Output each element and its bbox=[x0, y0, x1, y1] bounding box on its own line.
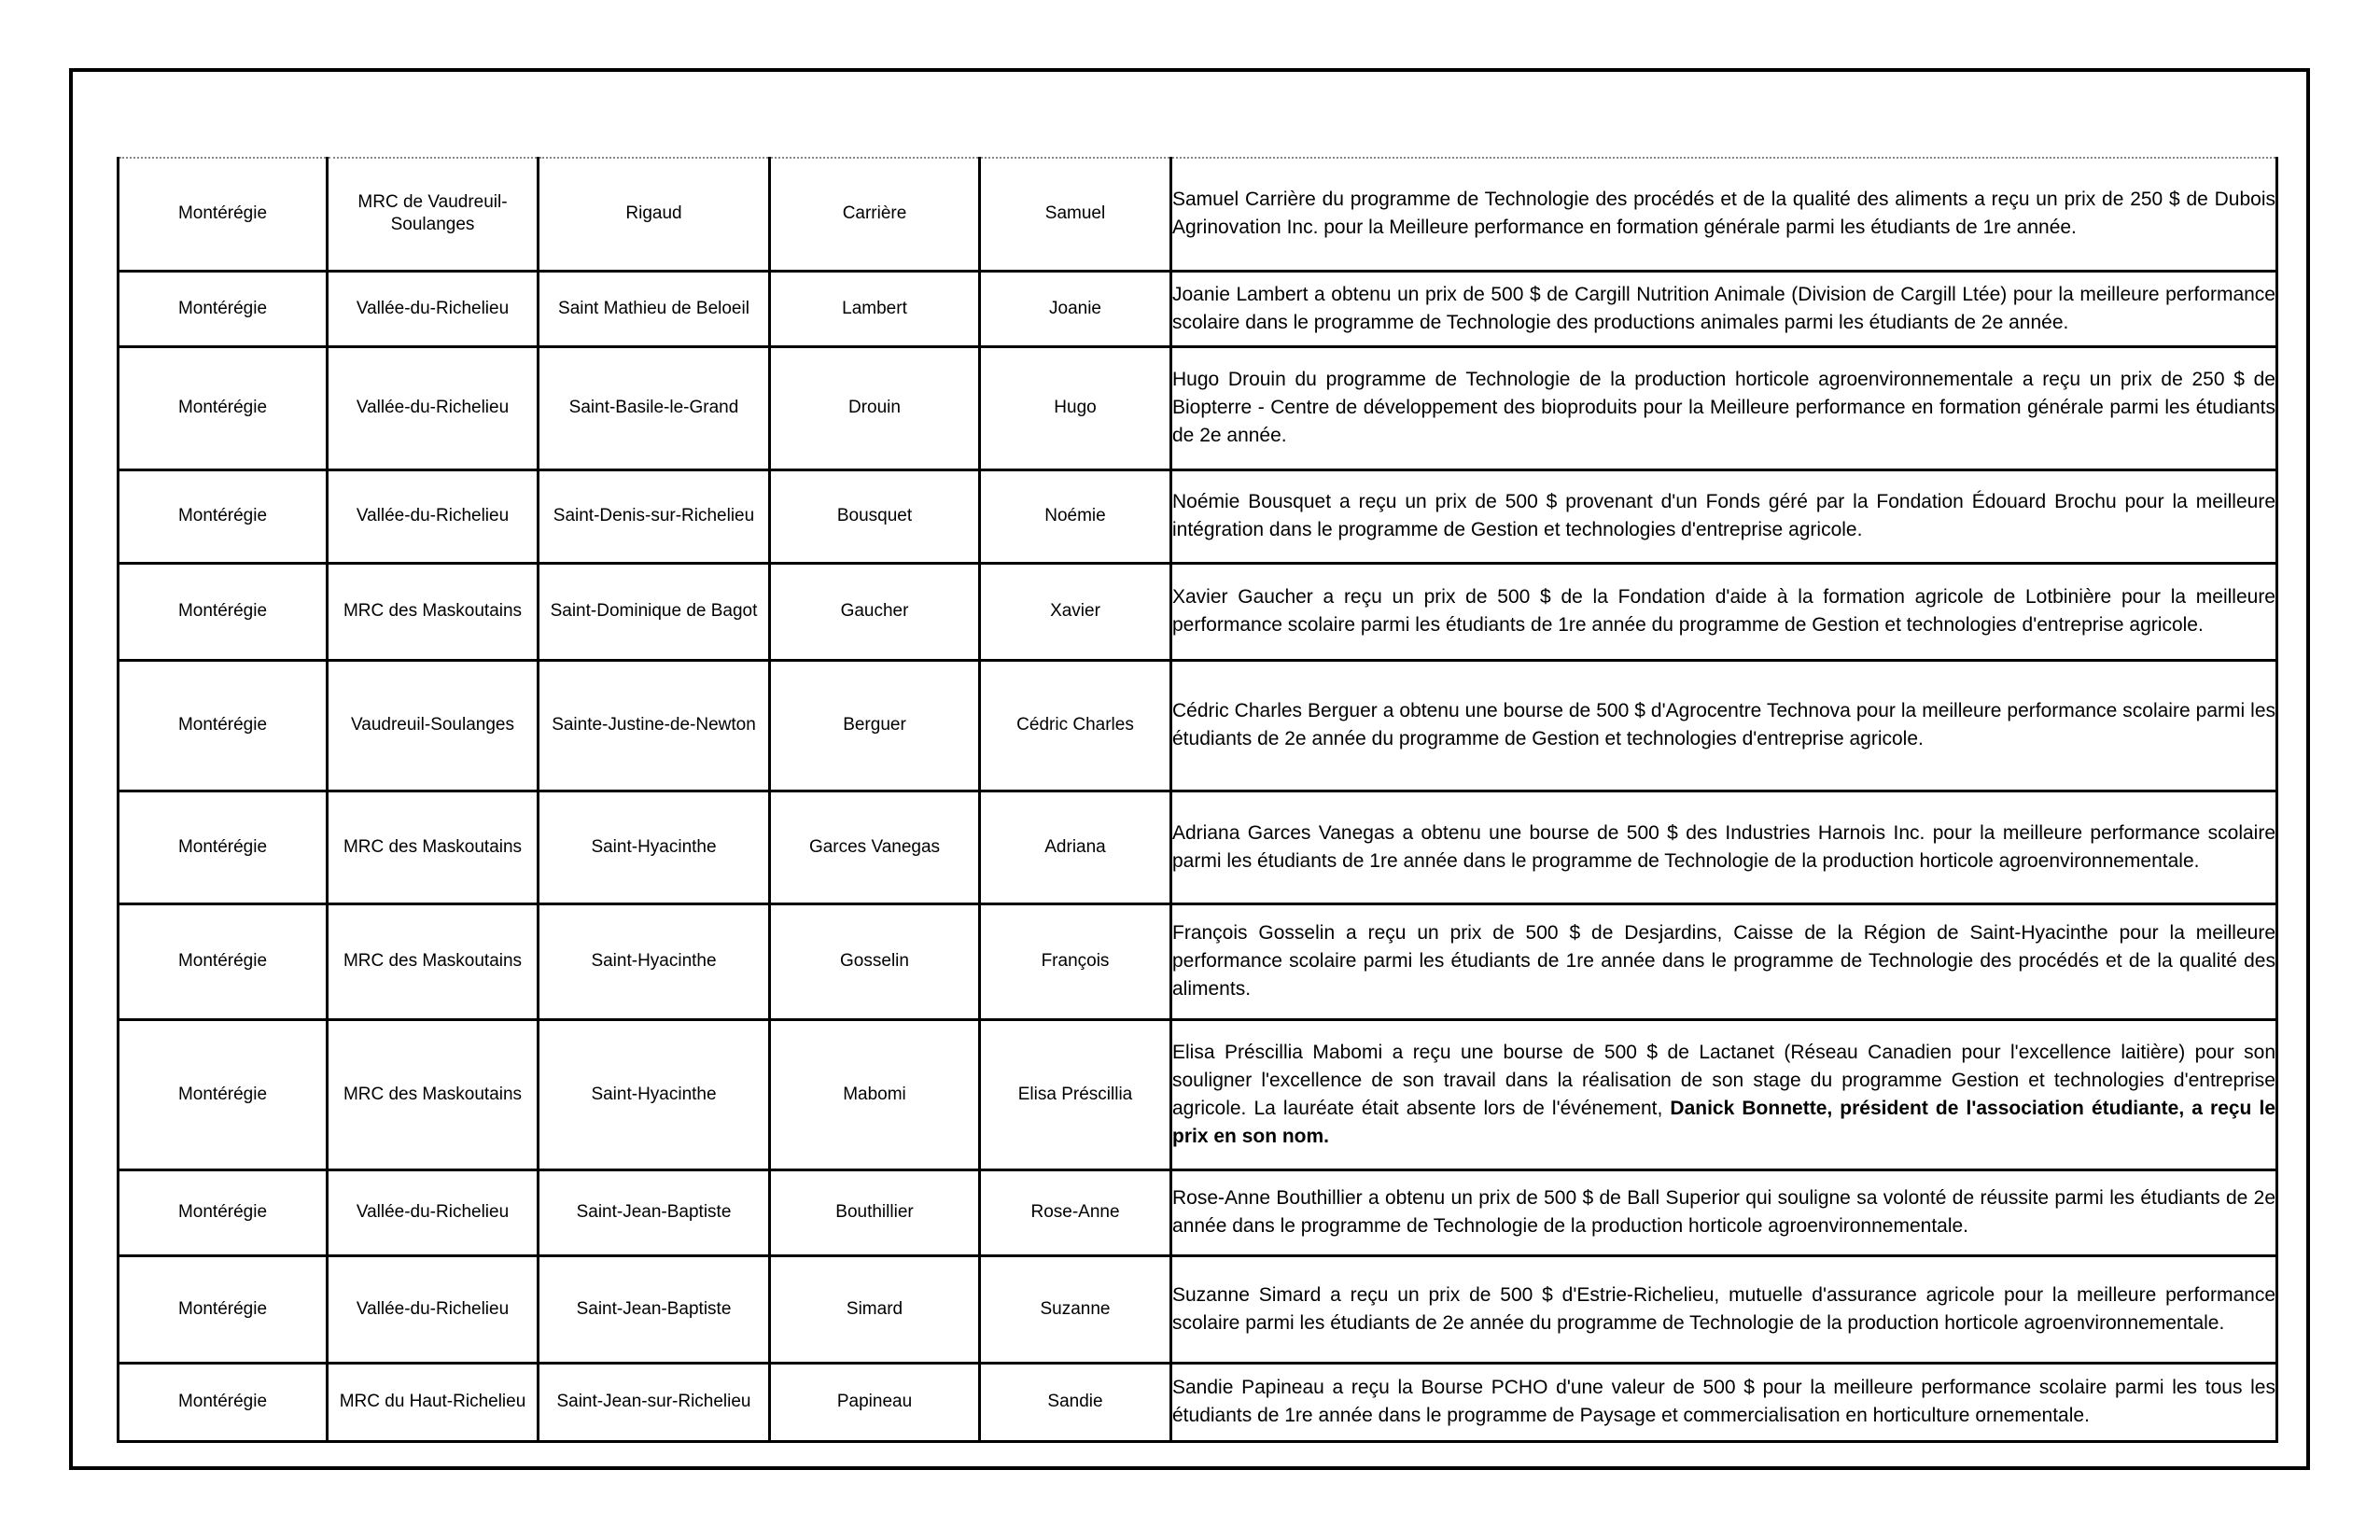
region-cell: Montérégie bbox=[119, 903, 328, 1019]
first-name-cell: Hugo bbox=[980, 346, 1171, 469]
description-cell bbox=[1171, 903, 2277, 1019]
city-cell: Rigaud bbox=[539, 158, 770, 271]
mrc-cell: MRC des Maskoutains bbox=[328, 563, 539, 660]
region-cell: Montérégie bbox=[119, 469, 328, 563]
first-name-cell: François bbox=[980, 903, 1171, 1019]
last-name-cell: Carrière bbox=[770, 158, 980, 271]
description-text: Noémie Bousquet a reçu un prix de 500 $ provenant d'un Fonds géré par la Fondation Édouard Brochu pour la meilleure intégration dans le programme de Gestion et technologies d'entreprise agricole. bbox=[1172, 491, 2275, 540]
description-text: Cédric Charles Berguer a obtenu une bourse de 500 $ d'Agrocentre Technova pour la meilleure performance scolaire parmi les étudiants de 2e année du programme de Gestion et technologies d'entreprise agricole. bbox=[1172, 700, 2275, 749]
last-name-cell: Mabomi bbox=[770, 1019, 980, 1169]
last-name-cell: Papineau bbox=[770, 1363, 980, 1441]
first-name-cell: Elisa Préscillia bbox=[980, 1019, 1171, 1169]
region-cell: Montérégie bbox=[119, 1169, 328, 1255]
table-row bbox=[119, 469, 2277, 563]
mrc-cell: MRC de Vaudreuil-Soulanges bbox=[328, 158, 539, 271]
city-cell: Saint-Hyacinthe bbox=[539, 903, 770, 1019]
city-cell: Saint-Jean-Baptiste bbox=[539, 1255, 770, 1363]
description-cell bbox=[1171, 158, 2277, 271]
description-cell bbox=[1171, 563, 2277, 660]
mrc-cell: MRC des Maskoutains bbox=[328, 1019, 539, 1169]
mrc-cell: Vallée-du-Richelieu bbox=[328, 469, 539, 563]
mrc-cell: Vallée-du-Richelieu bbox=[328, 271, 539, 346]
region-cell: Montérégie bbox=[119, 1019, 328, 1169]
description-cell bbox=[1171, 271, 2277, 346]
description-cell bbox=[1171, 346, 2277, 469]
mrc-cell: Vallée-du-Richelieu bbox=[328, 1169, 539, 1255]
description-text: Xavier Gaucher a reçu un prix de 500 $ de la Fondation d'aide à la formation agricole de Lotbinière pour la meilleure performance scolaire parmi les étudiants de 1re année du programme de Gestion et technologies d'entreprise agricole. bbox=[1172, 586, 2275, 636]
description-cell bbox=[1171, 791, 2277, 903]
last-name-cell: Drouin bbox=[770, 346, 980, 469]
first-name-cell: Adriana bbox=[980, 791, 1171, 903]
last-name-cell: Lambert bbox=[770, 271, 980, 346]
mrc-cell: Vallée-du-Richelieu bbox=[328, 346, 539, 469]
description-text: Suzanne Simard a reçu un prix de 500 $ d'Estrie-Richelieu, mutuelle d'assurance agricole pour la meilleure performance scolaire parmi les étudiants de 2e année du programme de Technologie de la production horticole agroenvironnementale. bbox=[1172, 1283, 2275, 1334]
city-cell: Saint-Denis-sur-Richelieu bbox=[539, 469, 770, 563]
table-row bbox=[119, 1363, 2277, 1441]
description-cell bbox=[1171, 1169, 2277, 1255]
first-name-cell: Noémie bbox=[980, 469, 1171, 563]
region-cell: Montérégie bbox=[119, 271, 328, 346]
description-cell bbox=[1171, 660, 2277, 791]
last-name-cell: Bouthillier bbox=[770, 1169, 980, 1255]
description-text: Samuel Carrière du programme de Technologie des procédés et de la qualité des aliments a reçu un prix de 250 $ de Dubois Agrinovation Inc. pour la Meilleure performance en formation générale parmi les étudiants de 1re année. bbox=[1172, 189, 2275, 239]
table-row bbox=[119, 563, 2277, 660]
description-text: François Gosselin a reçu un prix de 500 $ de Desjardins, Caisse de la Région de Saint-Hyacinthe pour la meilleure performance scolaire parmi les étudiants de 1re année dans le programme de Technologie des procédés et de la qualité des aliments. bbox=[1172, 922, 2275, 1000]
region-cell: Montérégie bbox=[119, 346, 328, 469]
city-cell: Saint-Hyacinthe bbox=[539, 791, 770, 903]
city-cell: Saint-Basile-le-Grand bbox=[539, 346, 770, 469]
city-cell: Saint-Hyacinthe bbox=[539, 1019, 770, 1169]
awards-table bbox=[117, 157, 2278, 1443]
first-name-cell: Cédric Charles bbox=[980, 660, 1171, 791]
city-cell: Saint-Jean-Baptiste bbox=[539, 1169, 770, 1255]
city-cell: Sainte-Justine-de-Newton bbox=[539, 660, 770, 791]
last-name-cell: Simard bbox=[770, 1255, 980, 1363]
region-cell: Montérégie bbox=[119, 791, 328, 903]
first-name-cell: Xavier bbox=[980, 563, 1171, 660]
table-row bbox=[119, 791, 2277, 903]
last-name-cell: Garces Vanegas bbox=[770, 791, 980, 903]
table-row bbox=[119, 158, 2277, 271]
table-row bbox=[119, 660, 2277, 791]
first-name-cell: Joanie bbox=[980, 271, 1171, 346]
mrc-cell: MRC des Maskoutains bbox=[328, 791, 539, 903]
table-row bbox=[119, 346, 2277, 469]
city-cell: Saint Mathieu de Beloeil bbox=[539, 271, 770, 346]
last-name-cell: Gaucher bbox=[770, 563, 980, 660]
description-cell bbox=[1171, 469, 2277, 563]
region-cell: Montérégie bbox=[119, 660, 328, 791]
mrc-cell: Vaudreuil-Soulanges bbox=[328, 660, 539, 791]
first-name-cell: Sandie bbox=[980, 1363, 1171, 1441]
region-cell: Montérégie bbox=[119, 1255, 328, 1363]
description-text: Sandie Papineau a reçu la Bourse PCHO d'une valeur de 500 $ pour la meilleure performance scolaire parmi les tous les étudiants de 1re année dans le programme de Paysage et commercialisation en horticulture ornementale. bbox=[1172, 1377, 2275, 1426]
first-name-cell: Rose-Anne bbox=[980, 1169, 1171, 1255]
mrc-cell: MRC des Maskoutains bbox=[328, 903, 539, 1019]
first-name-cell: Suzanne bbox=[980, 1255, 1171, 1363]
description-cell bbox=[1171, 1255, 2277, 1363]
mrc-cell: Vallée-du-Richelieu bbox=[328, 1255, 539, 1363]
table-row bbox=[119, 1019, 2277, 1169]
description-text: Elisa Préscillia Mabomi a reçu une bourse de 500 $ de Lactanet (Réseau Canadien pour l'excellence laitière) pour son souligner l'excellence de son travail dans la réalisation de son stage du programme Gestion et technologies d'entreprise agricole. La lauréate était absente lors de l'événement, bbox=[1172, 1041, 2275, 1119]
table-row bbox=[119, 1169, 2277, 1255]
description-text: Adriana Garces Vanegas a obtenu une bourse de 500 $ des Industries Harnois Inc. pour la meilleure performance scolaire parmi les étudiants de 1re année dans le programme de Technologie de la production horticole agroenvironnementale. bbox=[1172, 821, 2275, 872]
last-name-cell: Gosselin bbox=[770, 903, 980, 1019]
table-row bbox=[119, 1255, 2277, 1363]
description-cell bbox=[1171, 1363, 2277, 1441]
last-name-cell: Bousquet bbox=[770, 469, 980, 563]
table-row bbox=[119, 271, 2277, 346]
region-cell: Montérégie bbox=[119, 158, 328, 271]
awards-table-body bbox=[119, 158, 2277, 1441]
description-text: Hugo Drouin du programme de Technologie de la production horticole agroenvironnementale a reçu un prix de 250 $ de Biopterre - Centre de développement des bioproduits pour la Meilleure performance en formation générale parmi les étudiants de 2e année. bbox=[1172, 369, 2275, 446]
mrc-cell: MRC du Haut-Richelieu bbox=[328, 1363, 539, 1441]
region-cell: Montérégie bbox=[119, 563, 328, 660]
description-cell bbox=[1171, 1019, 2277, 1169]
table-row bbox=[119, 903, 2277, 1019]
first-name-cell: Samuel bbox=[980, 158, 1171, 271]
description-text: Rose-Anne Bouthillier a obtenu un prix de 500 $ de Ball Superior qui souligne sa volonté de réussite parmi les étudiants de 2e année dans le programme de Technologie de la production horticole agroenvironnementale. bbox=[1172, 1187, 2275, 1237]
last-name-cell: Berguer bbox=[770, 660, 980, 791]
city-cell: Saint-Jean-sur-Richelieu bbox=[539, 1363, 770, 1441]
region-cell: Montérégie bbox=[119, 1363, 328, 1441]
description-text: Joanie Lambert a obtenu un prix de 500 $ de Cargill Nutrition Animale (Division de Cargill Ltée) pour la meilleure performance scolaire dans le programme de Technologie des productions animales parmi les étudiants de 2e année. bbox=[1172, 283, 2275, 333]
description-bold-text: Danick Bonnette, président de l'association étudiante, a reçu le prix en son nom. bbox=[1172, 1097, 2275, 1147]
city-cell: Saint-Dominique de Bagot bbox=[539, 563, 770, 660]
